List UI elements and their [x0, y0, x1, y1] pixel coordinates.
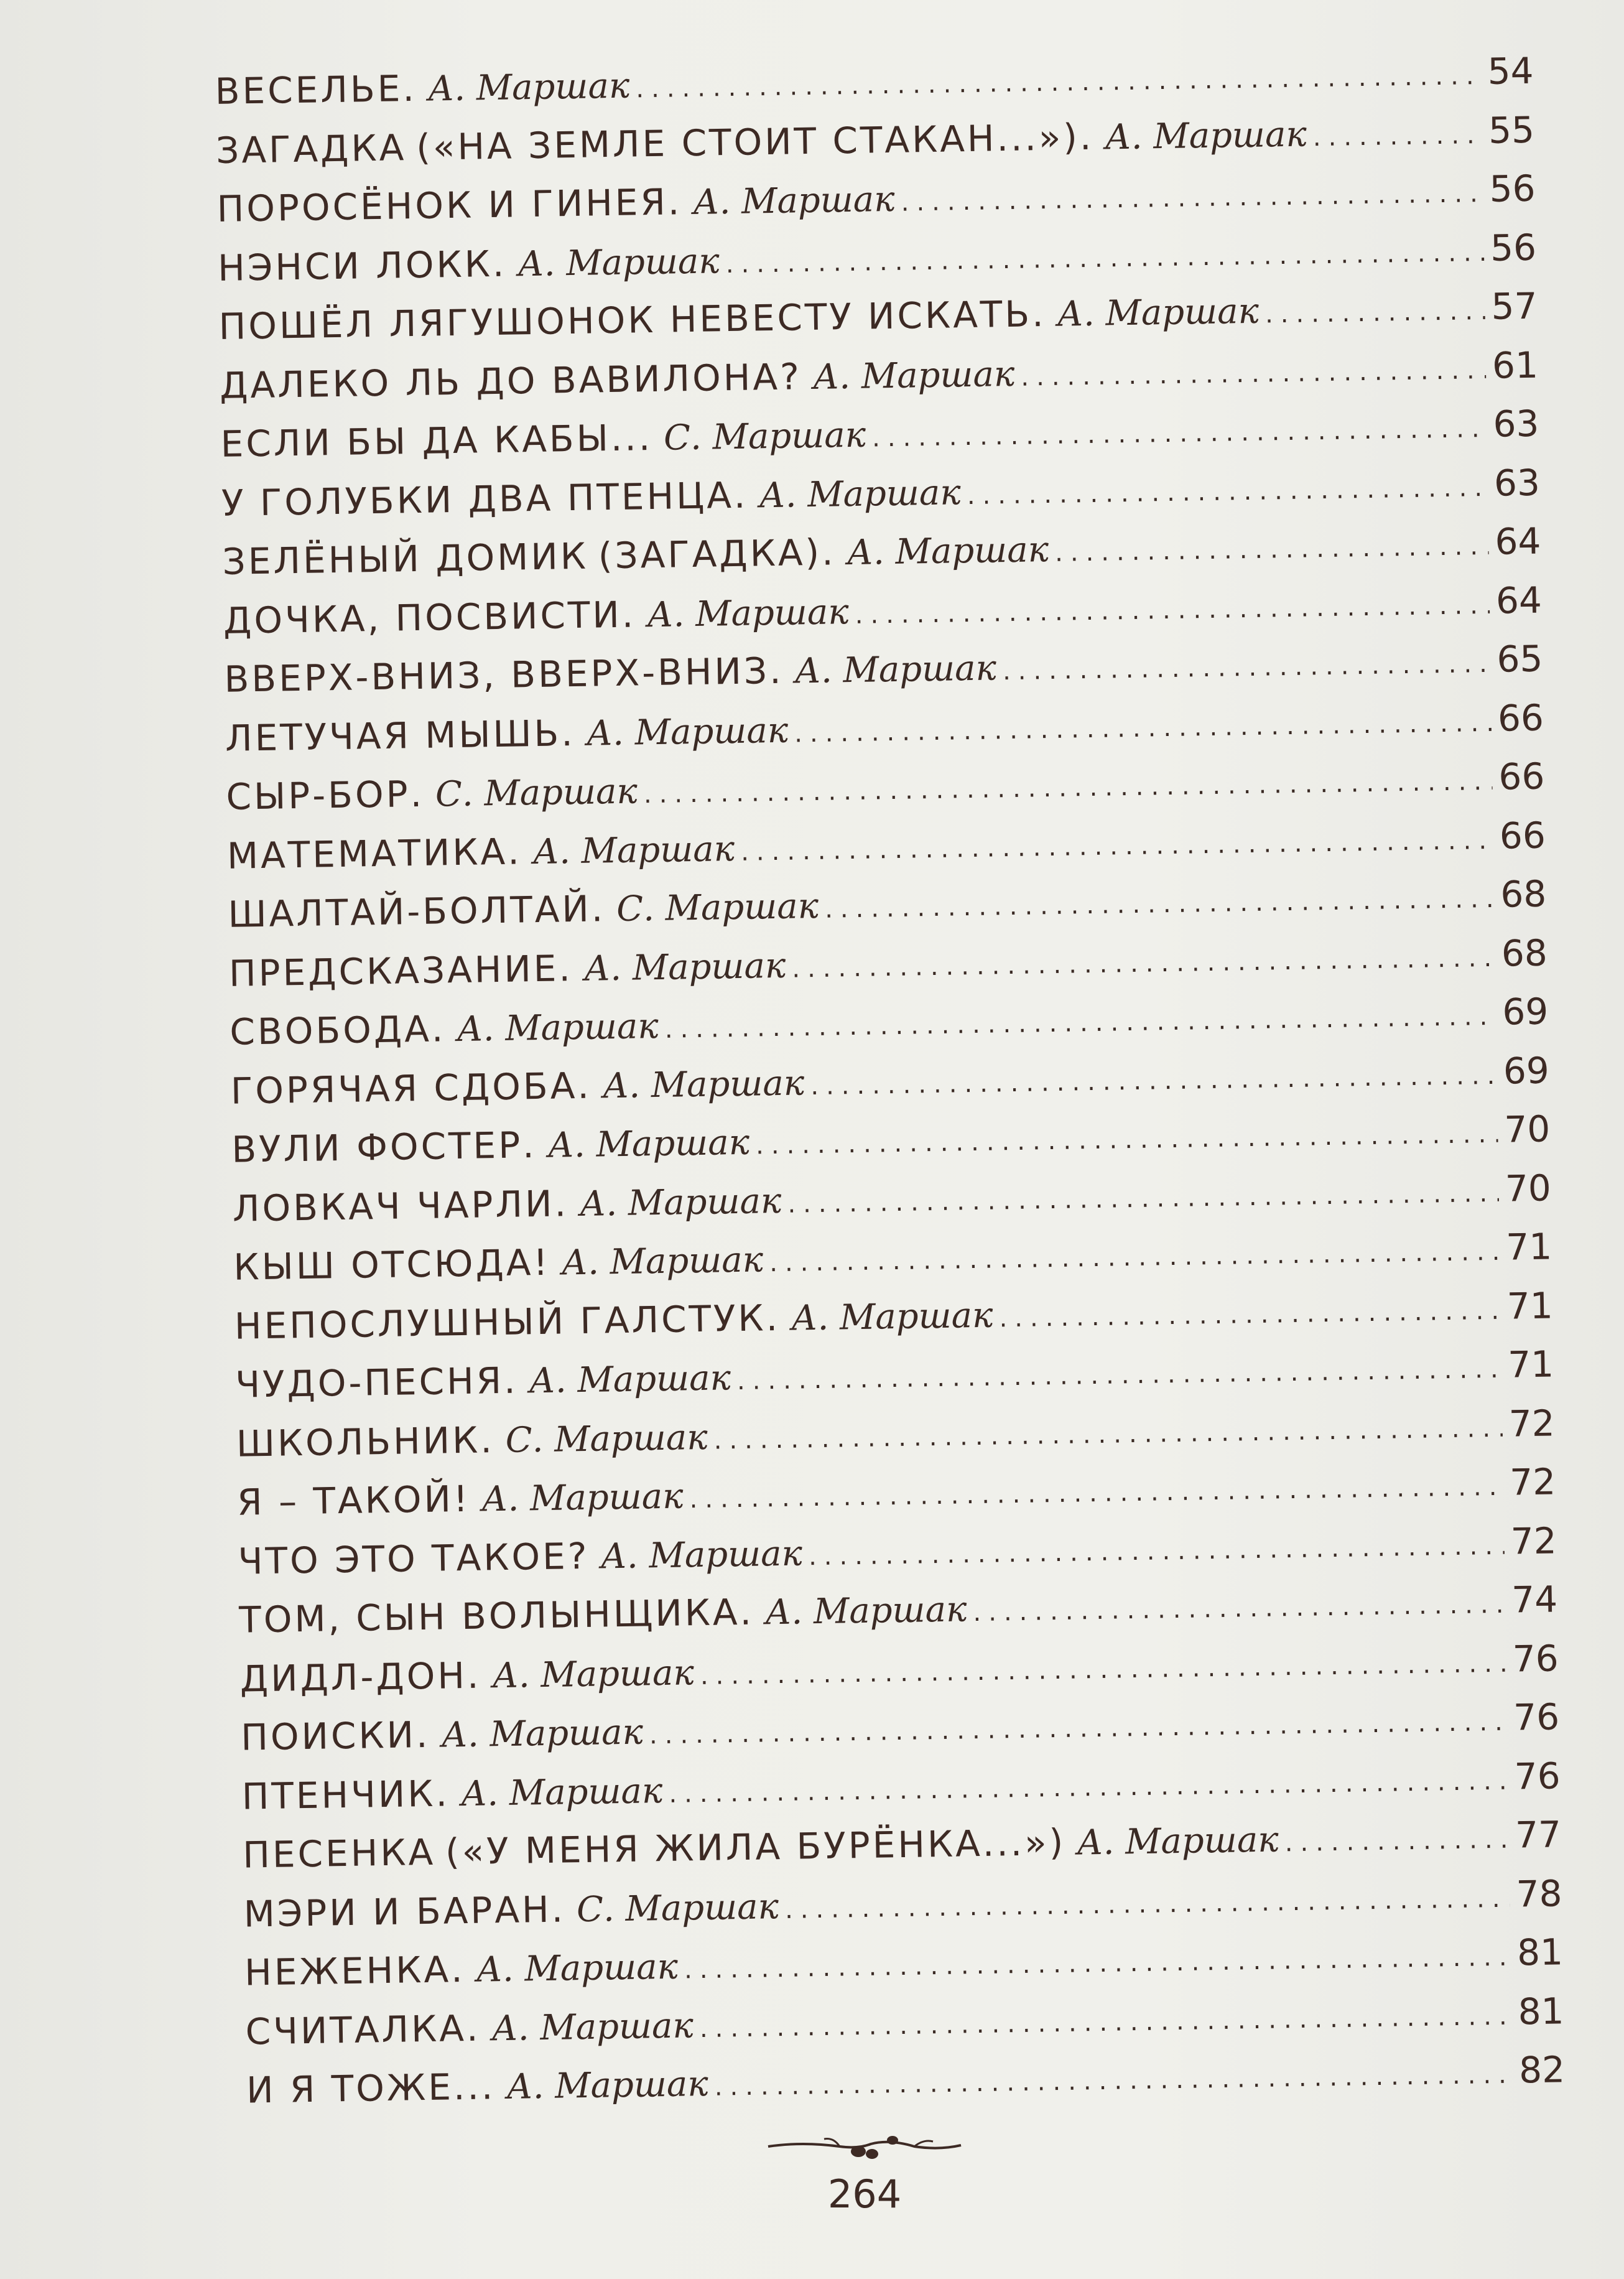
entry-page-number: 71 — [1506, 1284, 1554, 1328]
entry-title: ВУЛИ ФОСТЕР. — [231, 1124, 537, 1171]
entry-author: А. Маршак — [794, 648, 997, 692]
entry-page-number: 66 — [1497, 696, 1544, 740]
dot-leader — [1021, 340, 1487, 406]
entry-page-number: 63 — [1493, 461, 1541, 505]
entry-author: А. Маршак — [602, 1062, 805, 1106]
dot-leader — [999, 1281, 1501, 1348]
entry-author: А. Маршак — [812, 353, 1015, 398]
entry-title: И Я ТОЖЕ... — [246, 2065, 496, 2112]
entry-title: ДИДЛ-ДОН. — [239, 1654, 481, 1700]
entry-title: ДОЧКА, ПОСВИСТИ. — [223, 592, 636, 642]
entry-title: ЗЕЛЁНЫЙ ДОМИК — [222, 534, 589, 583]
dot-leader — [755, 1105, 1498, 1175]
entry-title: СЧИТАЛКА. — [245, 2006, 481, 2053]
entry-page-number: 66 — [1499, 814, 1546, 857]
entry-author: А. Маршак — [646, 591, 850, 635]
entry-page-number: 71 — [1507, 1343, 1554, 1386]
dot-leader — [714, 2046, 1513, 2117]
entry-title: ГОРЯЧАЯ СДОБА. — [230, 1064, 592, 1112]
entry-page-number: 78 — [1516, 1871, 1563, 1915]
entry-page-number: 72 — [1508, 1401, 1556, 1445]
entry-page-number: 66 — [1498, 755, 1545, 798]
dot-leader — [792, 928, 1496, 998]
dot-leader — [1054, 517, 1489, 582]
dot-leader — [973, 1575, 1506, 1643]
entry-title: КЫШ ОТСЮДА! — [233, 1241, 551, 1289]
entry-author: С. Маршак — [663, 414, 866, 459]
entry-title: ПОИСКИ. — [240, 1713, 430, 1759]
entry-title: ДАЛЕКО ЛЬ ДО ВАВИЛОНА? — [219, 355, 802, 407]
entry-page-number: 74 — [1511, 1578, 1558, 1621]
entry-title: ВЕСЕЛЬЕ. — [215, 67, 417, 113]
entry-title: ЧУДО-ПЕСНЯ. — [234, 1359, 518, 1406]
entry-author: А. Маршак — [532, 828, 735, 872]
entry-page-number: 76 — [1512, 1636, 1559, 1680]
entry-title: ПТЕНЧИК. — [241, 1771, 450, 1818]
dot-leader — [901, 164, 1484, 232]
entry-author: А. Маршак — [764, 1589, 967, 1633]
entry-subtitle: («НА ЗЕМЛЕ СТОИТ СТАКАН...»). — [415, 115, 1094, 169]
entry-title: ЧТО ЭТО ТАКОЕ? — [238, 1534, 590, 1583]
dot-leader — [769, 1223, 1500, 1293]
entry-author: А. Маршак — [506, 2063, 709, 2108]
entry-page-number: 61 — [1492, 343, 1539, 387]
entry-page-number: 69 — [1501, 990, 1549, 1033]
entry-author: А. Маршак — [528, 1358, 731, 1402]
entry-author: А. Маршак — [583, 945, 786, 989]
entry-page-number: 57 — [1491, 284, 1538, 328]
entry-subtitle: («У МЕНЯ ЖИЛА БУРЁНКА...») — [445, 1820, 1066, 1873]
entry-author: А. Маршак — [692, 179, 896, 223]
entry-title: ВВЕРХ-ВНИЗ, ВВЕРХ-ВНИЗ. — [224, 649, 784, 701]
entry-title: НЕЖЕНКА. — [244, 1948, 466, 1994]
dot-leader — [967, 458, 1488, 525]
entry-page-number: 64 — [1495, 579, 1543, 622]
entry-page-number: 77 — [1515, 1813, 1562, 1857]
entry-page-number: 68 — [1500, 872, 1547, 916]
entry-title: ЛЕТУЧАЯ МЫШЬ. — [225, 711, 576, 760]
entry-author: С. Маршак — [576, 1886, 779, 1930]
entry-page-number: 70 — [1505, 1166, 1552, 1210]
entry-title: ТОМ, СЫН ВОЛЫНЩИКА. — [238, 1590, 754, 1641]
entry-author: А. Маршак — [1104, 113, 1307, 158]
entry-author: А. Маршак — [491, 1652, 695, 1696]
entry-title: НЕПОСЛУШНЫЙ ГАЛСТУК. — [234, 1296, 781, 1348]
entry-title: Я – ТАКОЙ! — [236, 1477, 471, 1524]
entry-author: А. Маршак — [600, 1532, 803, 1577]
entry-author: А. Маршак — [579, 1180, 782, 1224]
entry-page-number: 64 — [1495, 520, 1541, 563]
entry-page-number: 68 — [1501, 931, 1548, 975]
entry-author: А. Маршак — [481, 1476, 684, 1520]
entry-page-number: 56 — [1490, 226, 1537, 269]
entry-page-number: 70 — [1503, 1107, 1551, 1151]
entry-title: МАТЕМАТИКА. — [226, 829, 522, 877]
dot-leader — [808, 1516, 1505, 1586]
entry-page-number: 65 — [1496, 637, 1543, 681]
dot-leader — [784, 1869, 1510, 1939]
entry-title: НЭНСИ ЛОКК. — [217, 242, 507, 289]
entry-author: А. Маршак — [517, 240, 720, 284]
dot-leader — [1284, 1811, 1510, 1873]
dot-leader — [794, 693, 1492, 763]
entry-title: ЛОВКАЧ ЧАРЛИ. — [232, 1181, 569, 1230]
entry-title: МЭРИ И БАРАН. — [243, 1888, 566, 1936]
entry-title: СВОБОДА. — [229, 1007, 446, 1053]
entry-author: А. Маршак — [460, 1770, 663, 1814]
dot-leader — [787, 1163, 1500, 1233]
entry-page-number: 72 — [1510, 1519, 1557, 1563]
entry-page-number: 82 — [1518, 2048, 1566, 2092]
dot-leader — [810, 1046, 1498, 1116]
entry-author: А. Маршак — [440, 1712, 644, 1756]
entry-title: СЫР-БОР. — [226, 772, 425, 818]
entry-author: А. Маршак — [791, 1295, 993, 1339]
entry-page-number: 69 — [1503, 1049, 1550, 1093]
entry-author: А. Маршак — [491, 2005, 694, 2049]
entry-title: ЕСЛИ БЫ ДА КАБЫ... — [220, 416, 653, 465]
entry-title: ЗАГАДКА — [215, 126, 407, 172]
dot-leader — [871, 399, 1487, 468]
entry-page-number: 81 — [1516, 1931, 1564, 1974]
dot-leader — [1312, 106, 1483, 167]
entry-page-number: 72 — [1509, 1460, 1556, 1504]
entry-page-number: 76 — [1514, 1754, 1561, 1798]
entry-author: А. Маршак — [561, 1239, 764, 1284]
dot-leader — [824, 870, 1495, 939]
entry-author: С. Маршак — [505, 1417, 708, 1461]
entry-author: А. Маршак — [586, 710, 789, 754]
entry-title: ШАЛТАЙ-БОЛТАЙ. — [227, 887, 606, 936]
entry-title: ПРЕДСКАЗАНИЕ. — [228, 946, 573, 995]
entry-title: ШКОЛЬНИК. — [236, 1418, 495, 1465]
dot-leader — [1002, 635, 1491, 701]
table-of-contents — [215, 42, 1566, 2120]
entry-author: А. Маршак — [456, 1005, 659, 1050]
entry-author: А. Маршак — [1056, 291, 1260, 335]
entry-title: ПЕСЕНКА — [242, 1830, 436, 1876]
entry-author: С. Маршак — [616, 885, 819, 930]
entry-page-number: 55 — [1488, 108, 1535, 152]
entry-author: А. Маршак — [847, 529, 1049, 574]
entry-author: С. Маршак — [435, 771, 638, 815]
vine-ornament-icon — [765, 2128, 964, 2165]
entry-author: А. Маршак — [476, 1946, 679, 1990]
entry-author: А. Маршак — [547, 1122, 750, 1166]
entry-page-number: 54 — [1487, 49, 1534, 93]
entry-author: А. Маршак — [1076, 1819, 1279, 1863]
entry-page-number: 71 — [1505, 1225, 1552, 1269]
entry-page-number: 56 — [1489, 167, 1536, 210]
entry-subtitle: (ЗАГАДКА). — [598, 531, 837, 577]
dot-leader — [1264, 282, 1485, 344]
entry-page-number: 76 — [1513, 1695, 1560, 1739]
entry-page-number: 81 — [1518, 1989, 1564, 2033]
dot-leader — [855, 576, 1490, 645]
entry-author: А. Маршак — [758, 472, 962, 516]
entry-page-number: 63 — [1493, 402, 1539, 445]
entry-author: А. Маршак — [427, 65, 630, 110]
entry-title: ПОШЁЛ ЛЯГУШОНОК НЕВЕСТУ ИСКАТЬ. — [218, 292, 1047, 348]
entry-title: У ГОЛУБКИ ДВА ПТЕНЦА. — [221, 473, 748, 524]
entry-title: ПОРОСЁНОК И ГИНЕЯ. — [216, 180, 682, 230]
page-number: 264 — [827, 2171, 902, 2217]
